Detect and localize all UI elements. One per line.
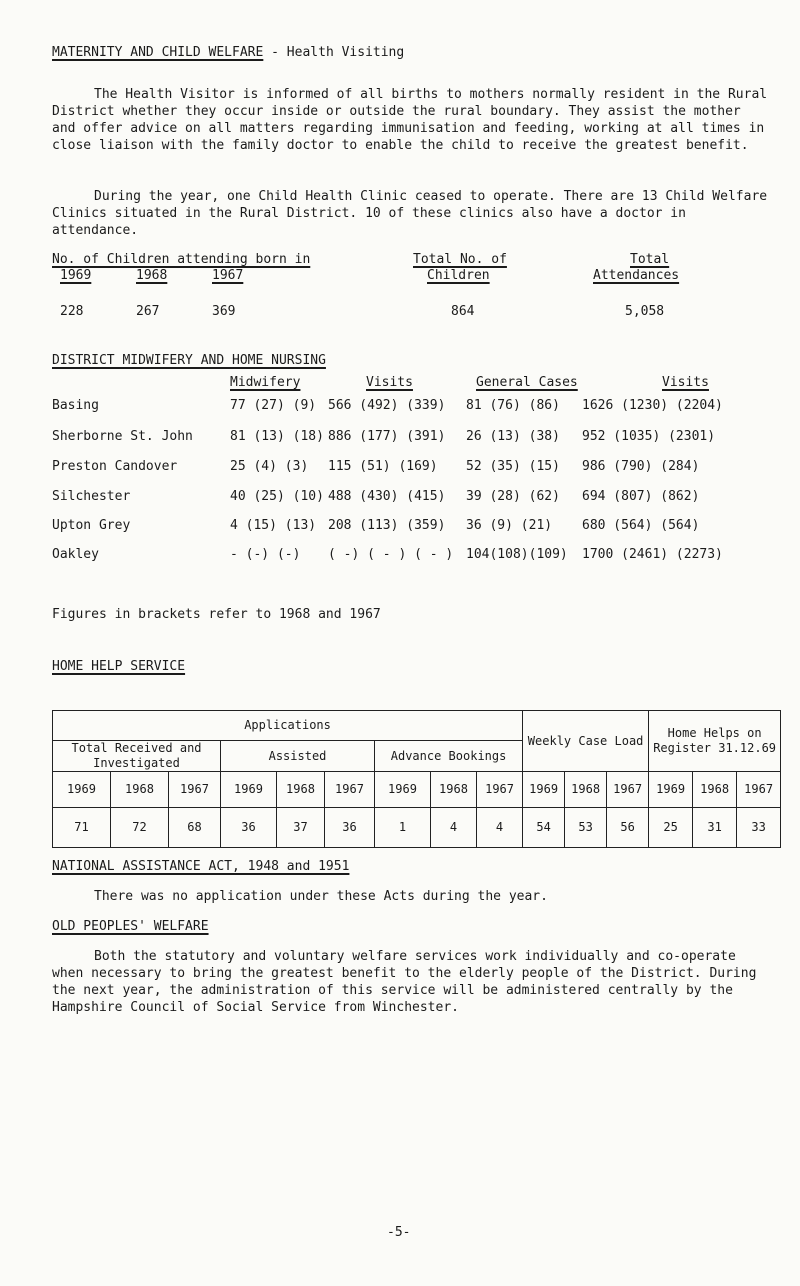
midwifery-cases: 81 (13) (18) <box>230 429 324 444</box>
year-cell: 1967 <box>607 772 649 808</box>
district-name: Sherborne St. John <box>52 429 193 444</box>
district-name: Silchester <box>52 489 131 504</box>
midwifery-visits: 208 (113) (359) <box>328 518 446 533</box>
general-cases: 26 (13) (38) <box>466 429 560 444</box>
maternity-heading-title: MATERNITY AND CHILD WELFARE <box>52 45 264 60</box>
children-attending-header: No. of Children attending born in <box>52 252 311 267</box>
midwifery-cases: 40 (25) (10) <box>230 489 324 504</box>
midwifery-visits: ( -) ( - ) ( - ) <box>328 547 454 562</box>
value-cell: 36 <box>325 808 375 848</box>
maternity-heading <box>52 44 404 61</box>
maternity-paragraph-2: During the year, one Child Health Clinic ceased to operate. There are 13 Child Welfare Clinics situated in the Rural District. 10 of these clinics also have a doctor in attendance. <box>52 189 768 238</box>
page-number: -5- <box>387 1225 411 1240</box>
total-received-header: Total Received and Investigated <box>53 741 221 772</box>
value-cell: 36 <box>221 808 277 848</box>
children-1968-value: 267 <box>136 304 160 319</box>
total-children-subheader: Children <box>427 268 490 283</box>
home-help-table <box>52 710 781 848</box>
children-1967-value: 369 <box>212 304 236 319</box>
midwifery-cases: 77 (27) (9) <box>230 398 317 413</box>
assisted-header: Assisted <box>221 741 375 772</box>
home-help-heading: HOME HELP SERVICE <box>52 659 186 674</box>
midwifery-cases: - (-) (-) <box>230 547 301 562</box>
value-cell: 4 <box>477 808 523 848</box>
value-cell: 31 <box>693 808 737 848</box>
value-cell: 37 <box>277 808 325 848</box>
value-cell: 25 <box>649 808 693 848</box>
year-row <box>53 772 781 808</box>
midwifery-visits: 886 (177) (391) <box>328 429 446 444</box>
value-cell: 71 <box>53 808 111 848</box>
maternity-paragraph-1: The Health Visitor is informed of all births to mothers normally resident in the Rural District whether they occur inside or outside the rural boundary. They assist the mother and offer advice on all matters regarding immunisation and feeding, working at all times in close liaison with the family doctor to enable the child to receive the greatest benefit. <box>52 87 768 153</box>
general-cases: 39 (28) (62) <box>466 489 560 504</box>
district-name: Oakley <box>52 547 99 562</box>
general-cases: 81 (76) (86) <box>466 398 560 413</box>
total-attendances-value: 5,058 <box>625 304 665 319</box>
general-visits: 1700 (2461) (2273) <box>582 547 723 562</box>
general-cases: 104(108)(109) <box>466 547 568 562</box>
midwifery-visits: 566 (492) (339) <box>328 398 446 413</box>
old-peoples-welfare-text: Both the statutory and voluntary welfare services work individually and co-operate when necessary to bring the greatest benefit to the elderly people of the District. During the next year, the administration of this service will be administered centrally by the Hampshire Council of Social Service from Winchester. <box>52 949 757 1015</box>
year-cell: 1968 <box>431 772 477 808</box>
value-row <box>53 808 781 848</box>
year-cell: 1967 <box>325 772 375 808</box>
value-cell: 56 <box>607 808 649 848</box>
midwifery-cases: 4 (15) (13) <box>230 518 317 533</box>
year-cell: 1968 <box>565 772 607 808</box>
national-assistance-text: There was no application under these Acts during the year. <box>94 889 548 904</box>
total-children-value: 864 <box>451 304 475 319</box>
value-cell: 54 <box>523 808 565 848</box>
district-name: Basing <box>52 398 99 413</box>
year-cell: 1967 <box>169 772 221 808</box>
year-1967-header: 1967 <box>212 268 244 283</box>
value-cell: 33 <box>737 808 781 848</box>
total-attendances-header: Total <box>630 252 670 267</box>
year-cell: 1969 <box>221 772 277 808</box>
year-cell: 1968 <box>277 772 325 808</box>
value-cell: 53 <box>565 808 607 848</box>
general-visits: 986 (790) (284) <box>582 459 700 474</box>
district-name: Upton Grey <box>52 518 131 533</box>
total-children-header: Total No. of <box>413 252 507 267</box>
general-visits: 680 (564) (564) <box>582 518 700 533</box>
year-1969-header: 1969 <box>60 268 92 283</box>
brackets-note: Figures in brackets refer to 1968 and 1967 <box>52 607 381 622</box>
year-cell: 1969 <box>649 772 693 808</box>
year-cell: 1968 <box>111 772 169 808</box>
value-cell: 1 <box>375 808 431 848</box>
midwifery-visits: 115 (51) (169) <box>328 459 438 474</box>
value-cell: 72 <box>111 808 169 848</box>
year-cell: 1969 <box>523 772 565 808</box>
national-assistance-heading: NATIONAL ASSISTANCE ACT, 1948 and 1951 <box>52 859 350 874</box>
midwifery-cases: 25 (4) (3) <box>230 459 309 474</box>
year-cell: 1967 <box>477 772 523 808</box>
year-cell: 1967 <box>737 772 781 808</box>
midwifery-visits: 488 (430) (415) <box>328 489 446 504</box>
midwifery-column-header: Midwifery <box>230 375 301 390</box>
year-cell: 1969 <box>53 772 111 808</box>
weekly-case-load-header: Weekly Case Load <box>523 711 649 772</box>
old-peoples-welfare-heading: OLD PEOPLES' WELFARE <box>52 919 209 934</box>
children-1969-value: 228 <box>60 304 84 319</box>
district-name: Preston Candover <box>52 459 178 474</box>
general-cases-column-header: General Cases <box>476 375 578 390</box>
advance-bookings-header: Advance Bookings <box>375 741 523 772</box>
district-heading: DISTRICT MIDWIFERY AND HOME NURSING <box>52 353 326 368</box>
general-visits: 694 (807) (862) <box>582 489 700 504</box>
general-cases: 52 (35) (15) <box>466 459 560 474</box>
home-helps-register-header: Home Helps on Register 31.12.69 <box>649 711 781 772</box>
total-attendances-subheader: Attendances <box>593 268 680 283</box>
visits-column-header-1: Visits <box>366 375 413 390</box>
maternity-heading-suffix: - Health Visiting <box>263 45 405 60</box>
year-1968-header: 1968 <box>136 268 168 283</box>
year-cell: 1969 <box>375 772 431 808</box>
general-cases: 36 (9) (21) <box>466 518 553 533</box>
visits-column-header-2: Visits <box>662 375 709 390</box>
year-cell: 1968 <box>693 772 737 808</box>
applications-header: Applications <box>53 711 523 741</box>
general-visits: 952 (1035) (2301) <box>582 429 716 444</box>
value-cell: 4 <box>431 808 477 848</box>
value-cell: 68 <box>169 808 221 848</box>
general-visits: 1626 (1230) (2204) <box>582 398 723 413</box>
